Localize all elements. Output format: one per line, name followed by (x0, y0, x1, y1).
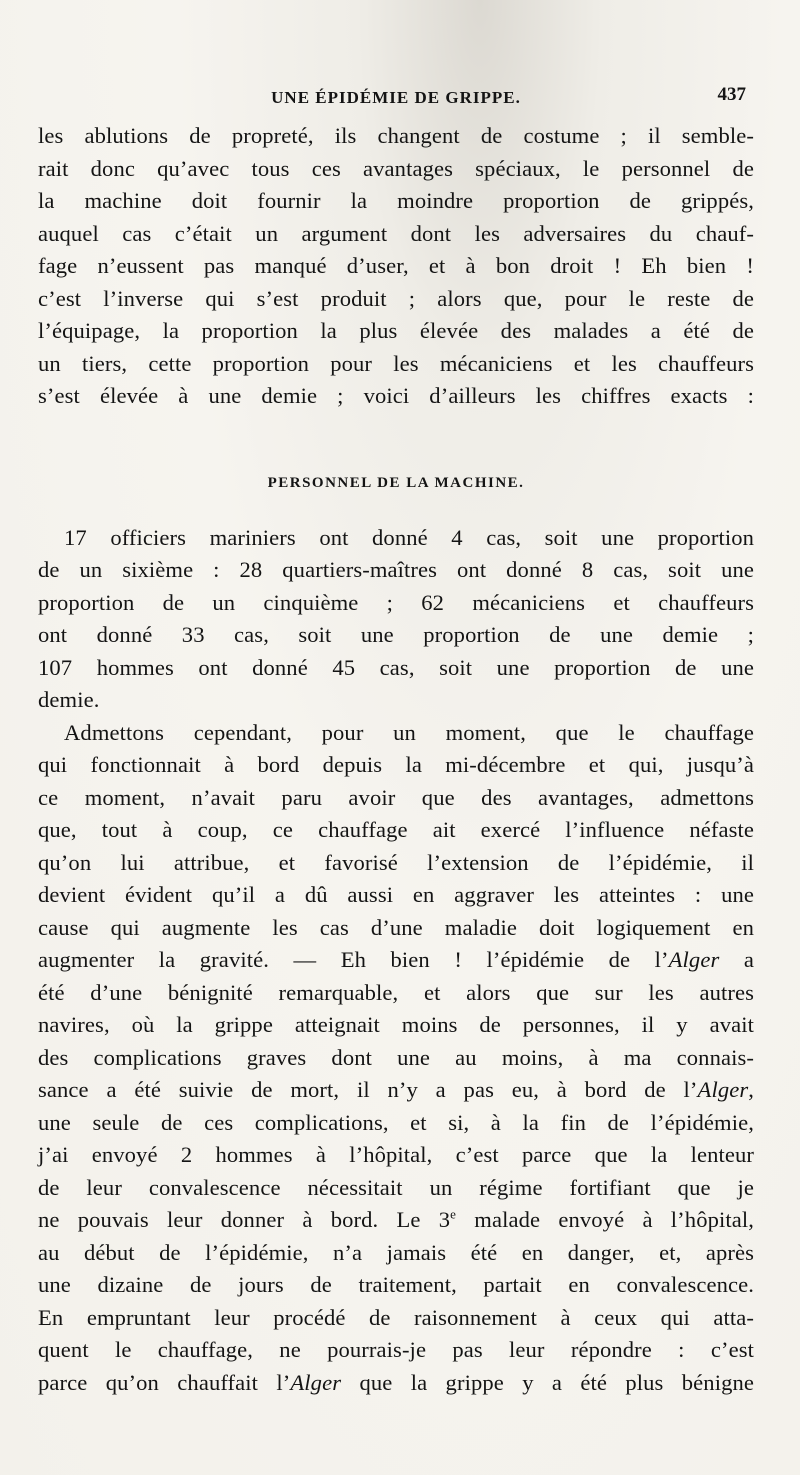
page-number: 437 (717, 84, 746, 105)
paragraph-1 (38, 120, 754, 413)
text-line: quent le chauffage, ne pourrais-je pas leur répondre : c’est (38, 1337, 754, 1362)
text-line: navires, où la grippe atteignait moins de personnes, il y avait (38, 1012, 754, 1037)
text-line: les ablutions de propreté, ils changent de costume ; il semble- (38, 123, 754, 148)
text-line: de leur convalescence nécessitait un régime fortifiant que je (38, 1174, 754, 1200)
text-line: 17 officiers mariniers ont donné 4 cas, soit une proportion (64, 524, 754, 550)
running-title: UNE ÉPIDÉMIE DE GRIPPE. (271, 88, 521, 107)
text-line (38, 1204, 754, 1237)
text-line (38, 944, 754, 977)
text-line: qu’on lui attribue, et favorisé l’extension de l’épidémie, il (38, 849, 754, 875)
paragraph-3 (38, 717, 754, 1400)
text-line: l’équipage, la proportion la plus élevée des malades a été de (38, 318, 754, 343)
text-line: devient évident qu’il a dû aussi en aggraver les atteintes : une (38, 882, 754, 907)
ship-name: Alger (290, 1369, 342, 1395)
text-line: qui fonctionnait à bord depuis la mi-décembre et qui, jusqu’à (38, 752, 754, 777)
text-line: demie. (38, 687, 100, 712)
text-line: une seule de ces complications, et si, à la fin de l’épidémie, (38, 1109, 754, 1135)
text-line: au début de l’épidémie, n’a jamais été en danger, et, après (38, 1239, 754, 1265)
text-line: fage n’eussent pas manqué d’user, et à bon droit ! Eh bien ! (38, 253, 754, 278)
text-span: a (719, 947, 754, 972)
text-line: la machine doit fournir la moindre proportion de grippés, (38, 188, 754, 213)
text-line: ce moment, n’avait paru avoir que des avantages, admettons (38, 784, 754, 810)
text-line: s’est élevée à une demie ; voici d’ailleurs les chiffres exacts : (38, 383, 754, 408)
text-span: parce qu’on chauffait l’ (38, 1369, 291, 1395)
text-line: été d’une bénignité remarquable, et alors que sur les autres (38, 979, 754, 1005)
text-line: c’est l’inverse qui s’est produit ; alors que, pour le reste de (38, 285, 754, 311)
text-line: 107 hommes ont donné 45 cas, soit une proportion de une (38, 654, 754, 680)
text-line: de un sixième : 28 quartiers-maîtres ont donné 8 cas, soit une (38, 557, 754, 582)
section-title: PERSONNEL DE LA MACHINE. (267, 474, 525, 491)
text-line: une dizaine de jours de traitement, partait en convalescence. (38, 1272, 754, 1297)
text-span: sance a été suivie de mort, il n’y a pas eu, à bord de l’ (38, 1077, 698, 1102)
text-span: augmenter la gravité. — Eh bien ! l’épidémie de l’ (38, 947, 669, 972)
text-span: ne pouvais leur donner à bord. Le 3 (38, 1207, 451, 1232)
text-span: , (748, 1077, 754, 1102)
text-line: rait donc qu’avec tous ces avantages spéciaux, le personnel de (38, 155, 754, 181)
text-span: que la grippe y a été plus bénigne (341, 1369, 754, 1395)
text-line: un tiers, cette proportion pour les mécaniciens et les chauffeurs (38, 350, 754, 376)
text-line: ont donné 33 cas, soit une proportion de une demie ; (38, 622, 754, 647)
text-line: proportion de un cinquième ; 62 mécaniciens et chauffeurs (38, 589, 754, 615)
running-head (38, 80, 754, 120)
text-line: des complications graves dont une au moins, à ma connais- (38, 1044, 754, 1070)
ship-name: Alger (697, 1077, 749, 1102)
text-line: En empruntant leur procédé de raisonnement à ceux qui atta- (38, 1304, 754, 1330)
text-line (38, 1074, 754, 1107)
text-line (38, 1367, 754, 1400)
text-line: cause qui augmente les cas d’une maladie doit logiquement en (38, 914, 754, 940)
text-span: malade envoyé à l’hôpital, (456, 1207, 755, 1232)
paragraph-2 (38, 522, 754, 717)
superscript: e (450, 1206, 457, 1222)
text-line: que, tout à coup, ce chauffage ait exercé l’influence néfaste (38, 817, 754, 842)
text-line: j’ai envoyé 2 hommes à l’hôpital, c’est parce que la lenteur (38, 1142, 754, 1167)
text-line: auquel cas c’était un argument dont les adversaires du chauf- (38, 220, 754, 246)
ship-name: Alger (668, 947, 720, 972)
text-line: Admettons cependant, pour un moment, que le chauffage (64, 719, 754, 745)
